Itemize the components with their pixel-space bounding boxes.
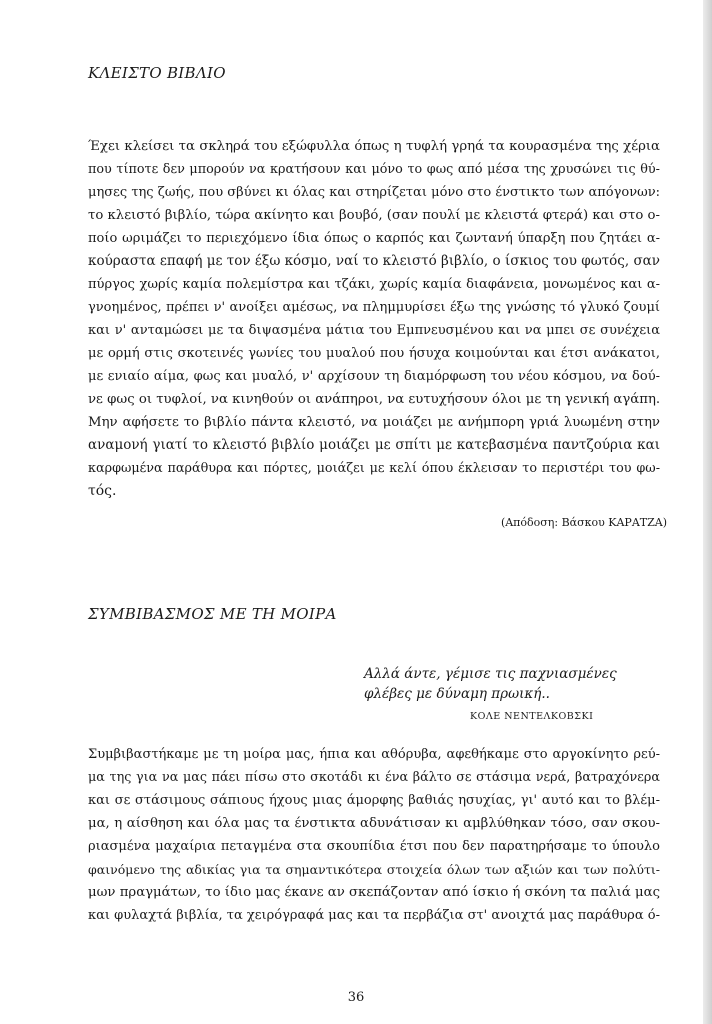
text-line: καρφωμένα παράθυρα και πόρτες, μοιάζει με κελί όπου έκλεισαν το περιστέρι του φω- bbox=[88, 461, 660, 476]
translation-attribution: (Απόδοση: Βάσκου ΚΑΡΑΤΖΑ) bbox=[500, 516, 667, 529]
text-line: τός. bbox=[88, 483, 117, 499]
text-line: με ενιαίο αίμα, φως και μυαλό, ν' αρχίσουν τη διαμόρφωση του νέου κόσμου, να δού- bbox=[88, 369, 660, 384]
text-line: και ν' ανταμώσει με τα διψασμένα μάτια του Εμπνευσμένου και να μπει σε συνέχεια bbox=[88, 323, 660, 338]
section-body-closed-book bbox=[88, 135, 660, 503]
text-line: Μην αφήσετε το βιβλίο πάντα κλειστό, να μοιάζει με ανήμπορη γριά λυωμένη στην bbox=[88, 415, 660, 430]
text-line: με ορμή στις σκοτεινές γωνίες του μυαλού που ήσυχα κοιμούνται και έτσι ανάκατοι, bbox=[88, 346, 660, 361]
text-line: μα της για να μας πάει πίσω στο σκοτάδι κι ένα βάλτο σε στάσιμα νερά, βατραχόνερα bbox=[88, 770, 660, 785]
page-edge-shadow bbox=[703, 0, 712, 1024]
text-line: νε φως οι τυφλοί, να κινηθούν οι ανάπηροι, να ευτυχήσουν όλοι με τη γενική αγάπη. bbox=[88, 392, 661, 407]
text-line: γνοημένος, πρέπει ν' ανοίξει αμέσως, να πλημμυρίσει έξω της γνώσης τό γλυκό ζουμί bbox=[88, 300, 660, 315]
epigraph-line: Αλλά άντε, γέμισε τις παχνιασμένες bbox=[364, 666, 617, 682]
text-line: μων πραγμάτων, το ίδιο μας έκανε αν σκεπάζονταν από ίσκιο ή σκόνη τα παλιά μας bbox=[88, 885, 660, 900]
text-line: φαινόμενο της αδικίας για τα σημαντικότερα στοιχεία όλων των αξιών και των πολύτι- bbox=[88, 862, 660, 877]
text-line: που τίποτε δεν μπορούν να κρατήσουν και μόνο το φως από μέσα της χρυσώνει τις θύ- bbox=[88, 162, 660, 177]
text-line: πύργος χωρίς καμία πολεμίστρα και τζάκι, χωρίς καμία διαφάνεια, μονωμένος και α- bbox=[88, 277, 660, 292]
epigraph-line: φλέβες με δύναμη πρωική.. bbox=[364, 686, 550, 702]
epigraph-author: ΚΟΛΕ ΝΕΝΤΕΛΚΟΒΣΚΙ bbox=[470, 711, 594, 722]
text-line: ποίο ωριμάζει το περιεχόμενο ίδια όπως ο καρπός και ζωντανή ύπαρξη που ζητάει α- bbox=[88, 231, 660, 246]
section-title-closed-book: ΚΛΕΙΣΤΟ ΒΙΒΛΙΟ bbox=[88, 64, 226, 82]
text-line: το κλειστό βιβλίο, τώρα ακίνητο και βουβό, (σαν πουλί με κλειστά φτερά) και στο ο- bbox=[88, 208, 660, 223]
text-line: μησες της ζωής, που σβύνει κι όλας και στηρίζεται μόνο στο ένστικτο των απόγονων: bbox=[88, 185, 660, 200]
text-line: αναμονή γιατί το κλειστό βιβλίο μοιάζει με σπίτι με κατεβασμένα παντζούρια και bbox=[88, 437, 660, 453]
text-line: και σε στάσιμους σάπιους ήχους μιας άμορφης βαθιάς ησυχίας, γι' αυτό και το βλέμ- bbox=[88, 793, 660, 808]
text-line: και φυλαχτά βιβλία, τα χειρόγραφά μας και τα περβάζια στ' ανοιχτά μας παράθυρα ό- bbox=[88, 908, 660, 923]
page-number: 36 bbox=[347, 990, 365, 1005]
text-line: κούραστα επαφή με τον έξω κόσμο, ναί το κλειστό βιβλίο, ο ίσκιος του φωτός, σαν bbox=[88, 253, 660, 269]
text-line: ριασμένα μαχαίρια πεταγμένα στα σκουπίδια έτσι που δεν παρατηρήσαμε το ύπουλο bbox=[88, 839, 660, 854]
text-line: μα, η αίσθηση και όλα μας τα ένστικτα αδυνάτισαν κι αμβλύθηκαν τόσο, σαν σκου- bbox=[88, 816, 660, 831]
section-title-reconciliation: ΣΥΜΒΙΒΑΣΜΟΣ ΜΕ ΤΗ ΜΟΙΡΑ bbox=[88, 605, 337, 623]
text-line: Συμβιβαστήκαμε με τη μοίρα μας, ήπια και αθόρυβα, αφεθήκαμε στο αργοκίνητο ρεύ- bbox=[88, 747, 660, 762]
text-line: Έχει κλείσει τα σκληρά του εξώφυλλα όπως η τυφλή γρηά τα κουρασμένα της χέρια bbox=[88, 139, 660, 154]
epigraph bbox=[364, 664, 617, 704]
section-body-reconciliation bbox=[88, 743, 660, 927]
